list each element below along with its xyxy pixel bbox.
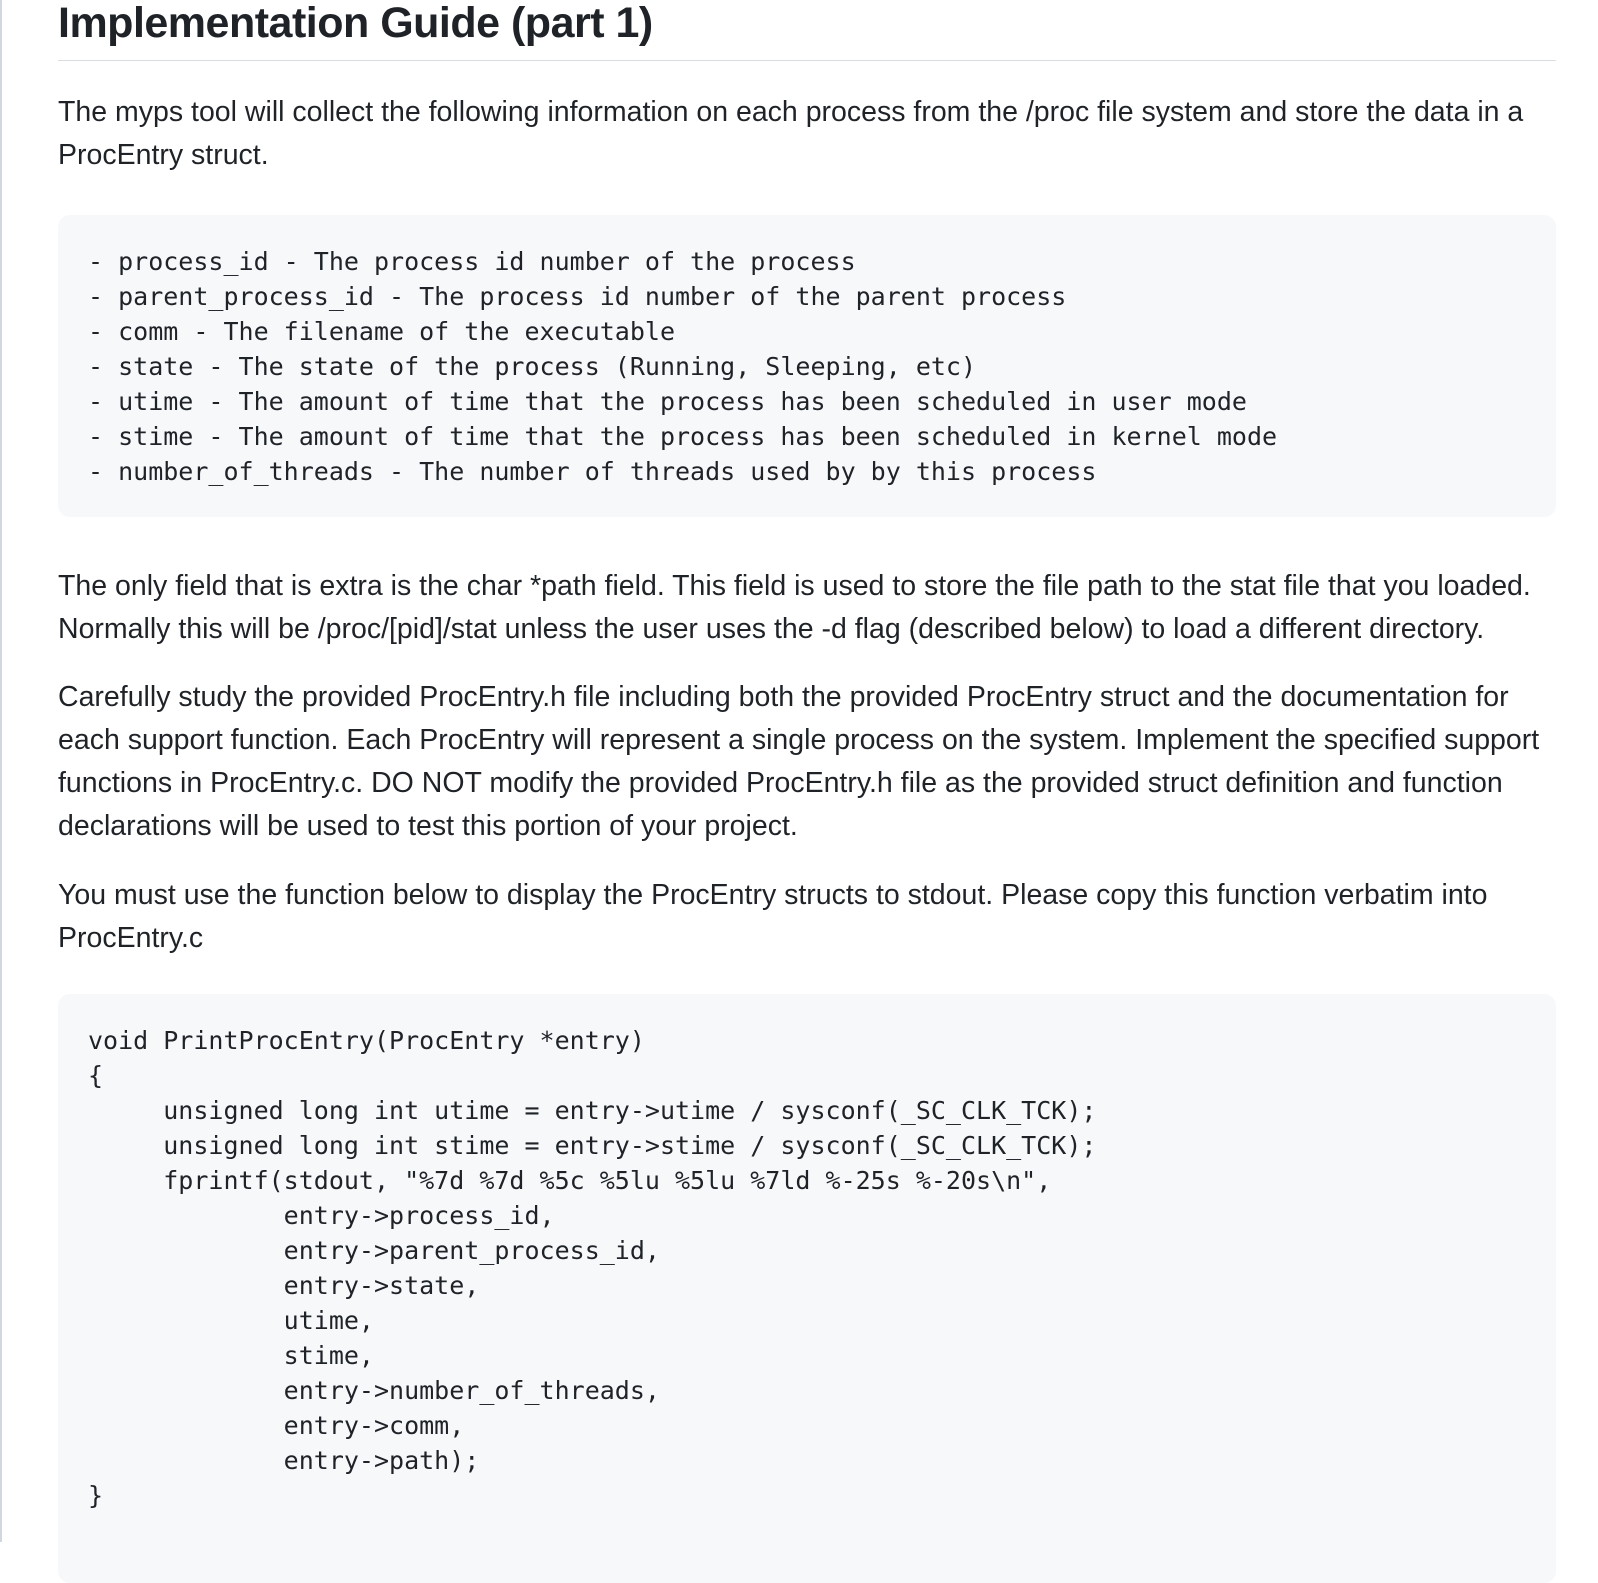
print-function-paragraph: You must use the function below to display the ProcEntry structs to stdout. Please copy this function verbatim into ProcEntry.c bbox=[58, 879, 1488, 954]
page-title: Implementation Guide (part 1) bbox=[58, 0, 1556, 61]
code-line: entry->path); bbox=[88, 1446, 480, 1475]
print-function-code-block bbox=[58, 994, 1556, 1583]
code-line: } bbox=[88, 1481, 104, 1510]
code-line: - state - The state of the process (Running, Sleeping, etc) bbox=[88, 352, 977, 381]
code-line: entry->comm, bbox=[88, 1411, 465, 1440]
path-field-paragraph: The only field that is extra is the char *path field. This field is used to store the file path to the stat file that you loaded. Normally this will be /proc/[pid]/stat unless the user uses the -d flag (described below) to load a different directory. bbox=[58, 570, 1531, 645]
code-line: entry->parent_process_id, bbox=[88, 1236, 660, 1265]
code-line: - stime - The amount of time that the process has been scheduled in kernel mode bbox=[88, 422, 1278, 451]
document-body bbox=[58, 0, 1556, 1583]
code-line: void PrintProcEntry(ProcEntry *entry) bbox=[88, 1026, 645, 1055]
code-line: stime, bbox=[88, 1341, 374, 1370]
field-list-code-block bbox=[58, 215, 1556, 517]
study-paragraph: Carefully study the provided ProcEntry.h file including both the provided ProcEntry struct and the documentation for each support function. Each ProcEntry will represent a single process on the system. Implement the specified support functions in ProcEntry.c. DO NOT modify the provided ProcEntry.h file as the provided struct definition and function declarations will be used to test this portion of your project. bbox=[58, 681, 1540, 842]
left-border bbox=[0, 0, 2, 1542]
code-line: fprintf(stdout, "%7d %7d %5c %5lu %5lu %7ld %-25s %-20s\n", bbox=[88, 1166, 1052, 1195]
code-line: unsigned long int utime = entry->utime / sysconf(_SC_CLK_TCK); bbox=[88, 1096, 1097, 1125]
code-line: utime, bbox=[88, 1306, 374, 1335]
code-line: entry->process_id, bbox=[88, 1201, 555, 1230]
code-line: - parent_process_id - The process id number of the parent process bbox=[88, 282, 1067, 311]
code-line: - comm - The filename of the executable bbox=[88, 317, 675, 346]
code-line: unsigned long int stime = entry->stime / sysconf(_SC_CLK_TCK); bbox=[88, 1131, 1097, 1160]
code-line: entry->number_of_threads, bbox=[88, 1376, 660, 1405]
code-line: entry->state, bbox=[88, 1271, 480, 1300]
code-line: - process_id - The process id number of the process bbox=[88, 247, 856, 276]
code-line: - utime - The amount of time that the process has been scheduled in user mode bbox=[88, 387, 1247, 416]
code-line: - number_of_threads - The number of threads used by by this process bbox=[88, 457, 1097, 486]
code-line: { bbox=[88, 1061, 104, 1090]
intro-paragraph: The myps tool will collect the following information on each process from the /proc file system and store the data in a ProcEntry struct. bbox=[58, 96, 1524, 171]
